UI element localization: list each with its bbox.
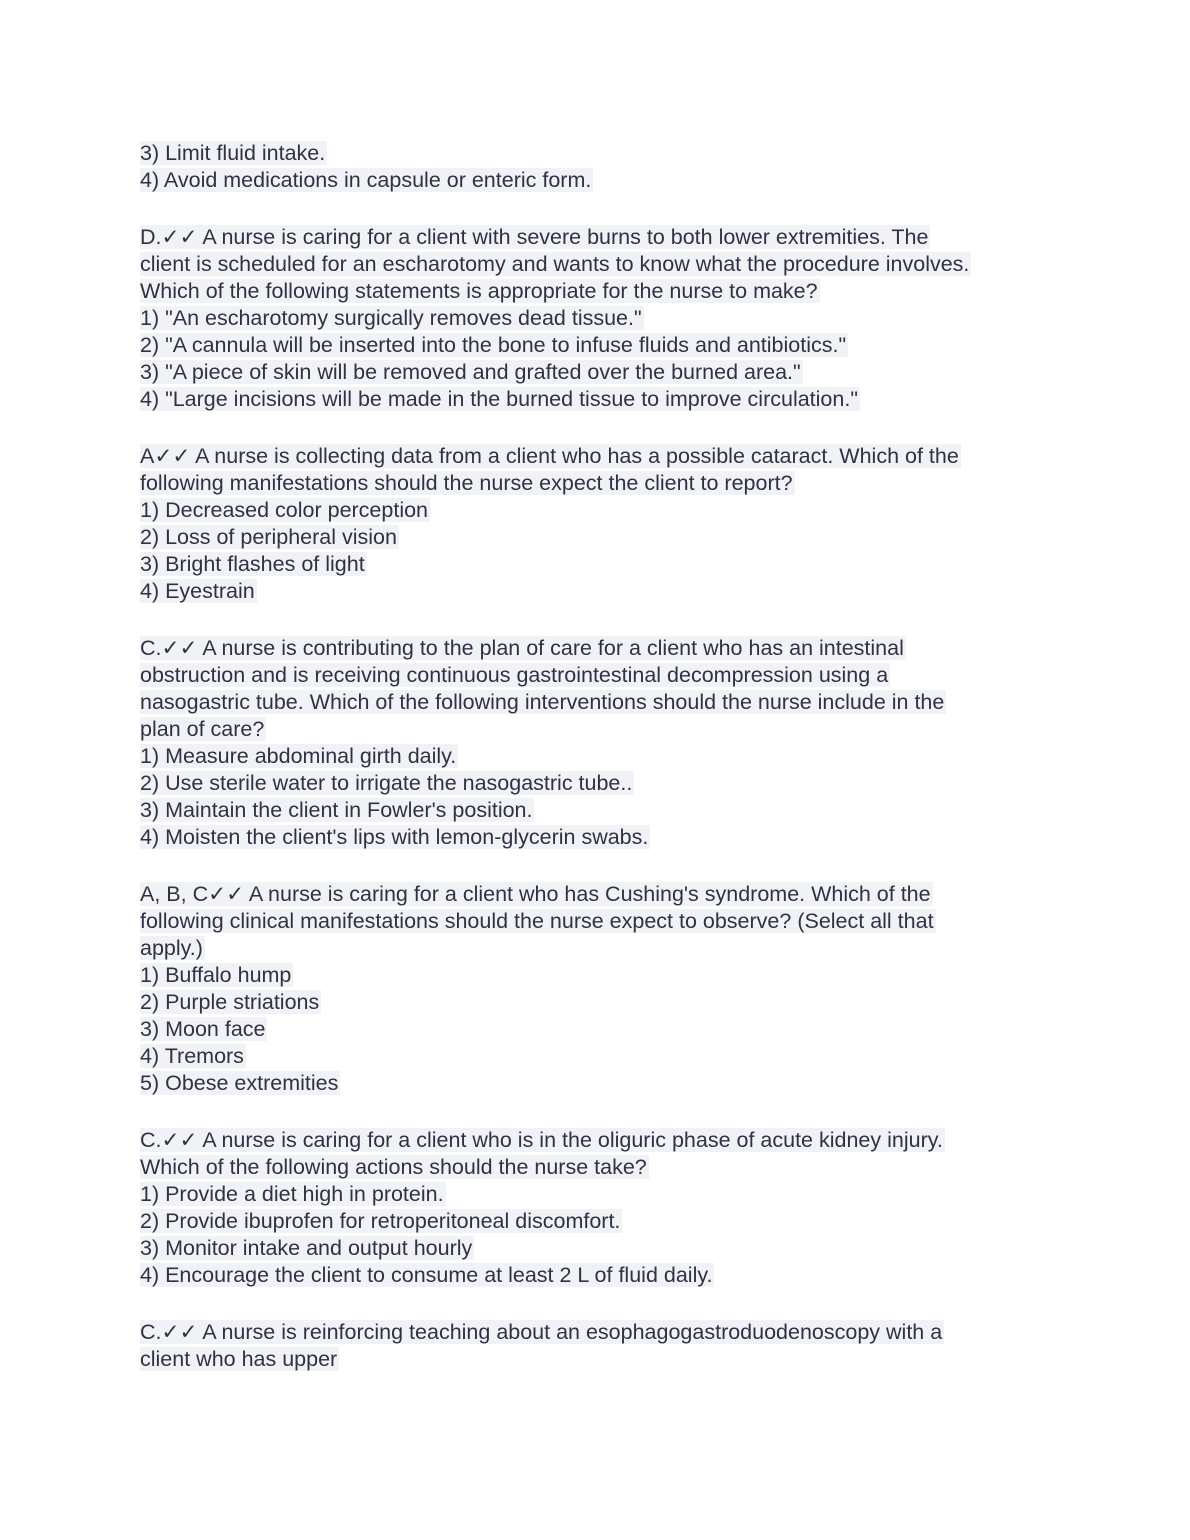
question-stem-line: following clinical manifestations should the nurse expect to observe? (Select all that (140, 909, 934, 933)
option-line: 3) Monitor intake and output hourly (140, 1236, 473, 1260)
option-line: 1) Measure abdominal girth daily. (140, 744, 457, 768)
option-line: 2) Use sterile water to irrigate the nasogastric tube.. (140, 771, 633, 795)
question-stem-line: Which of the following actions should the nurse take? (140, 1155, 647, 1179)
option-line: 4) Eyestrain (140, 579, 255, 603)
option-line: 2) Provide ibuprofen for retroperitoneal discomfort. (140, 1209, 621, 1233)
question-stem-line: obstruction and is receiving continuous gastrointestinal decompression using a (140, 663, 889, 687)
option-line: 3) Maintain the client in Fowler's position. (140, 798, 533, 822)
question-stem-line: A, B, C✓✓ A nurse is caring for a client who has Cushing's syndrome. Which of the (140, 882, 931, 906)
carryover-options (140, 140, 1050, 194)
question-3 (140, 635, 1050, 851)
question-2 (140, 443, 1050, 605)
question-stem-line: plan of care? (140, 717, 265, 741)
option-line: 4) "Large incisions will be made in the burned tissue to improve circulation." (140, 387, 858, 411)
option-line: 2) Loss of peripheral vision (140, 525, 397, 549)
question-stem-line: following manifestations should the nurse expect the client to report? (140, 471, 793, 495)
question-stem-line: apply.) (140, 936, 203, 960)
option-line: 3) Limit fluid intake. (140, 141, 326, 165)
question-stem-line: client is scheduled for an escharotomy and wants to know what the procedure involves. (140, 252, 970, 276)
question-stem-line: C.✓✓ A nurse is contributing to the plan of care for a client who has an intestinal (140, 636, 904, 660)
option-line: 3) Bright flashes of light (140, 552, 365, 576)
option-line: 4) Encourage the client to consume at least 2 L of fluid daily. (140, 1263, 713, 1287)
question-5 (140, 1127, 1050, 1289)
question-1 (140, 224, 1050, 413)
option-line: 1) Decreased color perception (140, 498, 429, 522)
question-stem-line: C.✓✓ A nurse is caring for a client who is in the oliguric phase of acute kidney injury. (140, 1128, 943, 1152)
option-line: 4) Moisten the client's lips with lemon-glycerin swabs. (140, 825, 649, 849)
question-stem-line: client who has upper (140, 1347, 338, 1371)
question-4 (140, 881, 1050, 1097)
option-line: 2) "A cannula will be inserted into the bone to infuse fluids and antibiotics." (140, 333, 847, 357)
question-stem-line: C.✓✓ A nurse is reinforcing teaching about an esophagogastroduodenoscopy with a (140, 1320, 943, 1344)
question-stem-line: Which of the following statements is appropriate for the nurse to make? (140, 279, 818, 303)
question-stem-line: A✓✓ A nurse is collecting data from a client who has a possible cataract. Which of the (140, 444, 959, 468)
option-line: 1) Buffalo hump (140, 963, 292, 987)
document-page (140, 140, 1050, 1403)
option-line: 2) Purple striations (140, 990, 320, 1014)
option-line: 3) "A piece of skin will be removed and grafted over the burned area." (140, 360, 801, 384)
question-6 (140, 1319, 1050, 1373)
question-stem-line: D.✓✓ A nurse is caring for a client with severe burns to both lower extremities. The (140, 225, 929, 249)
option-line: 4) Avoid medications in capsule or enteric form. (140, 168, 592, 192)
option-line: 5) Obese extremities (140, 1071, 339, 1095)
option-line: 3) Moon face (140, 1017, 266, 1041)
option-line: 1) "An escharotomy surgically removes dead tissue." (140, 306, 642, 330)
option-line: 1) Provide a diet high in protein. (140, 1182, 444, 1206)
option-line: 4) Tremors (140, 1044, 244, 1068)
question-stem-line: nasogastric tube. Which of the following interventions should the nurse include in the (140, 690, 945, 714)
